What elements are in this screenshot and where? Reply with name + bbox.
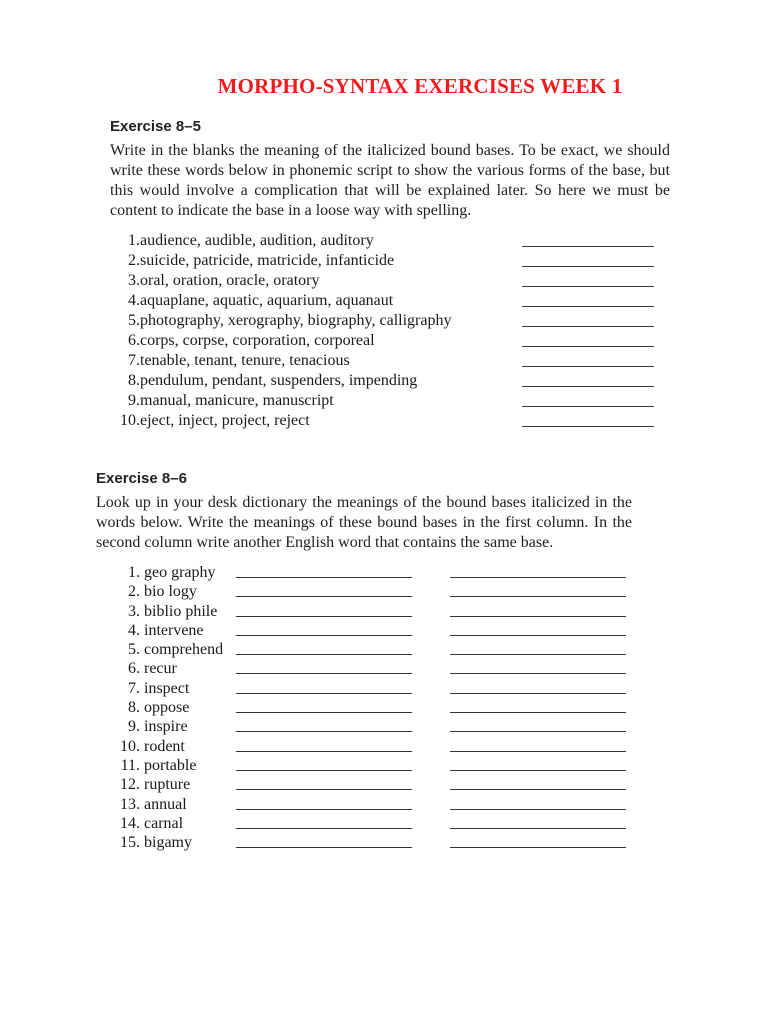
example-word-blank[interactable] (450, 731, 626, 732)
answer-blank[interactable] (522, 386, 654, 387)
exercise-heading: Exercise 8–6 (96, 470, 187, 487)
item-number: 12. (120, 776, 140, 794)
item-word: oppose (144, 699, 190, 717)
item-words: aquaplane, aquatic, aquarium, aquanaut (140, 292, 394, 309)
list-item (96, 621, 632, 640)
item-word: intervene (144, 621, 204, 639)
item-number: 6. (128, 332, 140, 349)
item-word: geo graphy (144, 564, 216, 581)
list-item (96, 814, 632, 833)
list-item (96, 602, 632, 621)
item-word: portable (144, 756, 197, 774)
list-item (96, 737, 632, 756)
item-word: inspect (144, 679, 190, 697)
item-number: 5. (128, 641, 140, 659)
example-word-blank[interactable] (450, 770, 626, 771)
item-number: 11. (120, 756, 140, 774)
example-word-blank[interactable] (450, 847, 626, 848)
example-word-blank[interactable] (450, 616, 626, 617)
example-word-blank[interactable] (450, 693, 626, 694)
item-words: tenable, tenant, tenure, tenacious (140, 352, 350, 369)
item-number: 9. (128, 392, 140, 409)
item-word: bio logy (144, 583, 197, 601)
item-number: 3. (128, 272, 140, 289)
item-number: 7. (128, 679, 140, 697)
meaning-blank[interactable] (236, 731, 412, 732)
item-number: 14. (120, 814, 140, 832)
item-number: 9. (128, 718, 140, 736)
exercise-heading: Exercise 8–5 (110, 118, 201, 135)
item-number: 1. (128, 564, 140, 581)
item-words: oral, oration, oracle, oratory (140, 272, 320, 289)
item-word: rupture (144, 776, 191, 794)
list-item (96, 717, 632, 736)
item-word: rodent (144, 737, 185, 755)
item-number: 2. (128, 252, 140, 269)
list-item (110, 311, 670, 331)
example-word-blank[interactable] (450, 577, 626, 578)
answer-blank[interactable] (522, 326, 654, 327)
list-item (110, 351, 670, 371)
item-number: 10. (120, 737, 140, 755)
answer-blank[interactable] (522, 306, 654, 307)
list-item (96, 795, 632, 814)
item-word: recur (144, 660, 177, 678)
list-item (110, 271, 670, 291)
item-word: carnal (144, 814, 184, 832)
example-word-blank[interactable] (450, 654, 626, 655)
exercise-8-6 (96, 470, 632, 852)
answer-blank[interactable] (522, 286, 654, 287)
item-word: biblio phile (144, 602, 218, 620)
meaning-blank[interactable] (236, 635, 412, 636)
exercise-item-list (110, 231, 670, 431)
item-number: 13. (120, 795, 140, 813)
item-number: 15. (120, 834, 140, 852)
list-item (110, 251, 670, 271)
list-item (96, 833, 632, 852)
meaning-blank[interactable] (236, 596, 412, 597)
answer-blank[interactable] (522, 426, 654, 427)
exercise-8-5 (110, 118, 670, 431)
exercise-instructions: Look up in your desk dictionary the meanings of the bound bases italicized in the words below. Write the meanings of these bound bases in the first column. In the second column write another English word that contains the same base. (96, 494, 632, 551)
list-item (96, 640, 632, 659)
item-number: 6. (128, 660, 140, 678)
answer-blank[interactable] (522, 366, 654, 367)
exercise-instructions: Write in the blanks the meaning of the italicized bound bases. To be exact, we should write these words below in phonemic script to show the various forms of the base, but this would involve a complication that will be explained later. So here we must be content to indicate the base in a loose way with spelling. (110, 142, 670, 219)
list-item (110, 411, 670, 431)
list-item (96, 698, 632, 717)
item-word: bigamy (144, 834, 192, 852)
item-words: eject, inject, project, reject (140, 412, 310, 429)
meaning-blank[interactable] (236, 770, 412, 771)
item-words: photography, xerography, biography, calligraphy (140, 312, 452, 329)
item-words: suicide, patricide, matricide, infanticide (140, 252, 395, 269)
list-item (96, 659, 632, 678)
item-words: manual, manicure, manuscript (140, 392, 334, 409)
item-word: annual (144, 795, 187, 813)
item-number: 7. (128, 352, 140, 369)
item-number: 5. (128, 312, 140, 329)
item-words: pendulum, pendant, suspenders, impending (140, 372, 418, 389)
meaning-blank[interactable] (236, 789, 412, 790)
answer-blank[interactable] (522, 346, 654, 347)
exercise-item-list (96, 563, 632, 852)
item-number: 4. (128, 292, 140, 309)
example-word-blank[interactable] (450, 596, 626, 597)
meaning-blank[interactable] (236, 828, 412, 829)
item-number: 2. (128, 583, 140, 601)
item-word: comprehend (144, 641, 224, 659)
example-word-blank[interactable] (450, 751, 626, 752)
example-word-blank[interactable] (450, 635, 626, 636)
item-number: 8. (128, 699, 140, 717)
page-title: MORPHO-SYNTAX EXERCISES WEEK 1 (217, 74, 623, 98)
list-item (96, 756, 632, 775)
example-word-blank[interactable] (450, 673, 626, 674)
list-item (110, 391, 670, 411)
list-item (96, 679, 632, 698)
meaning-blank[interactable] (236, 616, 412, 617)
example-word-blank[interactable] (450, 712, 626, 713)
meaning-blank[interactable] (236, 673, 412, 674)
meaning-blank[interactable] (236, 847, 412, 848)
item-words: corps, corpse, corporation, corporeal (140, 332, 375, 349)
answer-blank[interactable] (522, 406, 654, 407)
list-item (110, 231, 670, 251)
meaning-blank[interactable] (236, 654, 412, 655)
example-word-blank[interactable] (450, 828, 626, 829)
item-number: 4. (128, 621, 140, 639)
meaning-blank[interactable] (236, 693, 412, 694)
list-item (110, 371, 670, 391)
item-number: 10. (120, 412, 140, 429)
list-item (96, 582, 632, 601)
answer-blank[interactable] (522, 246, 654, 247)
meaning-blank[interactable] (236, 751, 412, 752)
item-words: audience, audible, audition, auditory (140, 232, 374, 249)
example-word-blank[interactable] (450, 809, 626, 810)
meaning-blank[interactable] (236, 712, 412, 713)
answer-blank[interactable] (522, 266, 654, 267)
item-number: 8. (128, 372, 140, 389)
list-item (110, 291, 670, 311)
meaning-blank[interactable] (236, 577, 412, 578)
item-word: inspire (144, 718, 188, 736)
list-item (110, 331, 670, 351)
item-number: 1. (128, 232, 140, 249)
list-item (96, 775, 632, 794)
list-item (96, 563, 632, 582)
meaning-blank[interactable] (236, 809, 412, 810)
item-number: 3. (128, 602, 140, 620)
example-word-blank[interactable] (450, 789, 626, 790)
